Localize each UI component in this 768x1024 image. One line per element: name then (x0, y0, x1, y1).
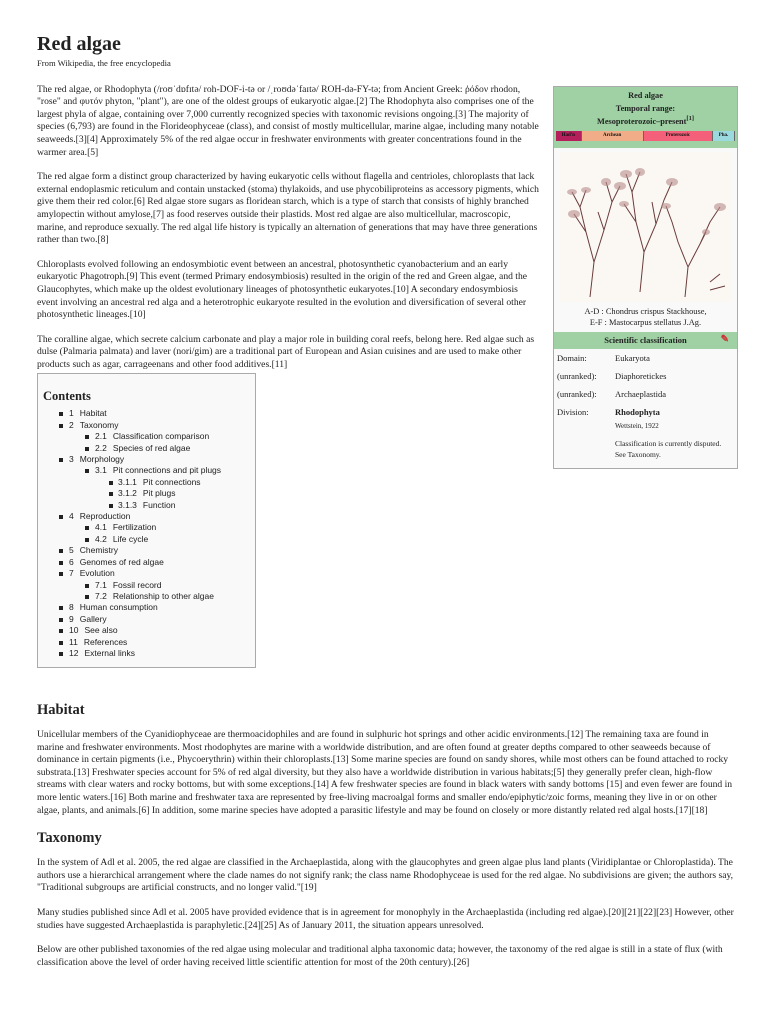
toc-item-label[interactable]: Pit connections and pit plugs (112, 465, 222, 476)
toc-item-label[interactable]: Life cycle (112, 533, 149, 544)
toc-item-number: 8 (69, 602, 74, 613)
intro-paragraph-4: The coralline algae, which secrete calcium carbonate and play a major role in building coral reefs, belong here. Red algae such as dulse (Palmaria palmata) and laver (nori/gim) are a traditional part of European and Asian cuisines and are used to make other products such as agar, carrageenans and other food additives.[11] (37, 333, 535, 370)
toc-item[interactable] (43, 591, 251, 602)
toc-item[interactable] (43, 511, 251, 522)
toc-item[interactable] (43, 477, 251, 488)
timeline-archean[interactable]: Archean (582, 131, 644, 141)
toc-item[interactable] (43, 625, 251, 636)
toc-item[interactable] (43, 443, 251, 454)
toc-item-number: 9 (69, 613, 74, 624)
row-value-link[interactable]: Eukaryota (615, 353, 650, 363)
row-value-link[interactable]: Rhodophyta (615, 407, 660, 417)
section-heading-habitat: Habitat (37, 702, 85, 718)
caption-line-1: A-D : Chondrus crispus Stackhouse, (584, 307, 707, 316)
toc-item-label[interactable]: Reproduction (79, 511, 131, 522)
toc-item[interactable] (43, 465, 251, 476)
temporal-range-value[interactable]: Mesoproterozoic–present[1] (597, 115, 694, 126)
toc-item[interactable] (43, 545, 251, 556)
toc-item[interactable] (43, 614, 251, 625)
toc-item-number: 3.1 (95, 465, 107, 476)
toc-item-label[interactable]: Genomes of red algae (79, 556, 164, 567)
toc-item[interactable] (43, 602, 251, 613)
row-key: (unranked): (557, 371, 597, 381)
row-value-link[interactable]: Diaphoretickes (615, 371, 667, 381)
infobox-header (554, 87, 737, 148)
table-of-contents (37, 373, 256, 668)
toc-item-number: 7.1 (95, 579, 107, 590)
toc-item[interactable] (43, 637, 251, 648)
classification-row-unranked-1 (554, 367, 737, 385)
article (37, 32, 737, 968)
section-heading-taxonomy: Taxonomy (37, 830, 102, 847)
classification-row-domain (554, 349, 737, 367)
image-caption (554, 306, 737, 332)
classification-note: Classification is currently disputed. See Taxonomy. (615, 439, 722, 459)
toc-item-label[interactable]: References (83, 636, 128, 647)
temporal-range-label: Temporal range: (615, 104, 676, 113)
toc-item-label[interactable]: Pit connections (142, 476, 201, 487)
page-subtitle: From Wikipedia, the free encyclopedia (37, 58, 171, 68)
toc-item[interactable] (43, 522, 251, 533)
toc-item-label[interactable]: Fossil record (112, 579, 162, 590)
classification-row-unranked-2 (554, 385, 737, 403)
toc-item-label[interactable]: See also (84, 625, 118, 636)
toc-item-label[interactable]: Habitat (79, 408, 107, 419)
toc-item[interactable] (43, 580, 251, 591)
toc-item[interactable] (43, 431, 251, 442)
seaweed-drawing (560, 152, 731, 302)
toc-list (43, 408, 251, 659)
infobox-title: Red algae (628, 91, 663, 100)
toc-item-label[interactable]: Fertilization (112, 522, 157, 533)
toc-item-number: 3.1.2 (118, 488, 137, 499)
toc-item-number: 2 (69, 419, 74, 430)
row-value-link[interactable]: Archaeplastida (615, 389, 666, 399)
toc-item[interactable] (43, 420, 251, 431)
toc-item-number: 3.1.1 (118, 476, 137, 487)
scientific-classification-title: Scientific classification (604, 335, 687, 345)
toc-item-label[interactable]: Taxonomy (79, 419, 119, 430)
toc-item-number: 1 (69, 408, 74, 419)
toc-item-number: 11 (69, 636, 78, 647)
geologic-timeline (556, 131, 735, 141)
toc-item[interactable] (43, 488, 251, 499)
division-authority: Wettstein, 1922 (615, 422, 659, 430)
toc-item-label[interactable]: External links (84, 647, 136, 658)
toc-item-number: 12 (69, 647, 79, 658)
toc-item-number: 3 (69, 454, 74, 465)
toc-item-label[interactable]: Classification comparison (112, 431, 210, 442)
toc-title: Contents (43, 389, 91, 403)
intro-paragraph-3: Chloroplasts evolved following an endosymbiotic event between an ancestral, photosynthetic cyanobacterium and an early eukaryotic Phagotroph.[9] This event (termed Primary endosymbiosis) resulted in the origin of the red and Green algae, and the Glaucophytes, which make up the oldest evolutionary lineages of photosynthetic eukaryotes.[10] A secondary endosymbiosis event involving an ancestral red alga and a heterotrophic eukaryote resulted in the evolution and diversification of several other photosynthetic lineages.[10] (37, 258, 528, 321)
toc-item-number: 3.1.3 (118, 499, 137, 510)
toc-item-label[interactable]: Function (142, 499, 176, 510)
row-key: Division: (557, 407, 589, 417)
intro-paragraph-1: The red algae, or Rhodophyta (/roʊˈdɒfɪtə/ roh-DOF-i-tə or /ˌroʊdəˈfaɪtə/ ROH-də-FY-tə; from Ancient Greek: ῥόδον rhodon, "rose" and φυτόν phyton, "plant"), are one of the oldest groups of eukaryotic algae.[2] The Rhodophyta also comprises one of the largest phyla of algae, containing over 7,000 currently recognized species with taxonomic revisions ongoing.[3] The majority of species (6,793) are found in the Florideophyceae (class), and consist of mostly multicellular, marine algae, including many notable seaweeds.[3][4] Approximately 5% of the red algae occur in freshwater environments with greater concentrations found in the warmer area.[5] (37, 83, 539, 158)
edit-pencil-icon[interactable]: ✎ (720, 334, 729, 345)
toc-item-number: 5 (69, 545, 74, 556)
toc-item[interactable] (43, 534, 251, 545)
caption-line-2: E-F : Mastocarpus stellatus J.Ag. (589, 318, 702, 327)
toc-item-number: 4.1 (95, 522, 107, 533)
toc-item-label[interactable]: Chemistry (79, 545, 118, 556)
toc-item-label[interactable]: Evolution (79, 568, 115, 579)
toc-item-number: 2.2 (95, 442, 107, 453)
toc-item-label[interactable]: Species of red algae (112, 442, 191, 453)
toc-item[interactable] (43, 500, 251, 511)
classification-row-division (554, 403, 737, 421)
toc-item-label[interactable]: Gallery (79, 613, 107, 624)
toc-item-number: 6 (69, 556, 74, 567)
toc-item[interactable] (43, 568, 251, 579)
taxonomy-paragraph-2: Many studies published since Adl et al. 2005 have provided evidence that is in agreement for monophyly in the Archaeplastida (including red algae).[20][21][22][23] However, other studies have suggested Archaeplastida is paraphyletic.[24][25] As of January 2011, the situation appears unresolved. (37, 906, 734, 931)
scientific-classification-header (554, 332, 737, 349)
toc-item-label[interactable]: Pit plugs (142, 488, 176, 499)
red-algae-illustration[interactable] (560, 152, 731, 302)
toc-item[interactable] (43, 454, 251, 465)
toc-item-number: 2.1 (95, 431, 107, 442)
toc-item[interactable] (43, 648, 251, 659)
intro-section (37, 84, 539, 372)
toc-item-number: 7 (69, 568, 74, 579)
row-key: Domain: (557, 353, 587, 363)
toc-item-label[interactable]: Morphology (79, 454, 125, 465)
intro-paragraph-2: The red algae form a distinct group characterized by having eukaryotic cells without flagella and centrioles, chloroplasts that lack external endoplasmic reticulum and contain unstacked (stoma) thylakoids, and use phycobiliproteins as accessory pigments, which give them their red color.[6] Red algae store sugars as floridean starch, which is a type of starch that consists of highly branched amylopectin without amylose,[7] as food reserves outside their plastids. Most red algae are also multicellular, macroscopic, marine, and reproduce sexually. The red algal life history is typically an alternation of generations that may have three generations rather than two.[8] (37, 171, 539, 246)
toc-item-number: 4.2 (95, 533, 107, 544)
timeline-proterozoic[interactable]: Proterozoic (644, 131, 713, 141)
infobox (553, 86, 738, 469)
taxonomy-paragraph-3: Below are other published taxonomies of the red algae using molecular and traditional alpha taxonomic data; however, the taxonomy of the red algae is still in a state of flux (with classification above the level of order having received little scientific attention for most of the 20th century).[26] (37, 944, 723, 968)
row-key: (unranked): (557, 389, 597, 399)
toc-item-number: 10 (69, 625, 79, 636)
habitat-paragraph: Unicellular members of the Cyanidiophyceae are thermoacidophiles and are found in sulphuric hot springs and other acidic environments.[12] The remaining taxa are found in marine and freshwater environments. Most rhodophytes are marine with a worldwide distribution, and are often found at greater depths compared to other seaweeds because of dominance in certain pigments (i.e., Phycoerythrin) within their chloroplasts.[13] Some marine species are found on sandy shores, while most others can be found attached to rocky substrata.[13] Freshwater species account for 5% of red algal diversity, but they also have a worldwide distribution in various habitats;[5] they generally prefer clean, high-flow streams with clear waters and rocky bottoms, but with some exceptions.[14] A few freshwater species are found in black waters with sandy bottoms [15] and even fewer are found in more lentic waters.[16] Both marine and freshwater taxa are represented by free-living macroalgal forms and smaller endo/epiphytic/zoic forms, meaning they live in or on other algae, plants, and animals.[6] In addition, some marine species have adopted a parasitic lifestyle and may be found on closely or more distantly related red algal hosts.[17][18] (37, 729, 733, 816)
taxonomy-paragraph-1: In the system of Adl et al. 2005, the red algae are classified in the Archaeplastida, along with the glaucophytes and green algae plus land plants (Viridiplantae or Chloroplastida). The authors use a hierarchical arrangement where the clade names do not signify rank; the class name Rhodophyceae is used for the red algae. No subdivisions are given; the authors say, "Traditional subgroups are artificial constructs, and no longer valid."[19] (37, 857, 734, 894)
toc-item-label[interactable]: Relationship to other algae (112, 590, 214, 601)
page-title: Red algae (37, 33, 121, 55)
toc-item-label[interactable]: Human consumption (79, 602, 158, 613)
timeline-phanerozoic[interactable]: Pha. (713, 131, 735, 141)
toc-item[interactable] (43, 557, 251, 568)
timeline-hadean[interactable]: Had'n (556, 131, 582, 141)
toc-item-number: 4 (69, 511, 74, 522)
toc-item-number: 7.2 (95, 590, 107, 601)
toc-item[interactable] (43, 408, 251, 419)
article-body (37, 701, 737, 981)
